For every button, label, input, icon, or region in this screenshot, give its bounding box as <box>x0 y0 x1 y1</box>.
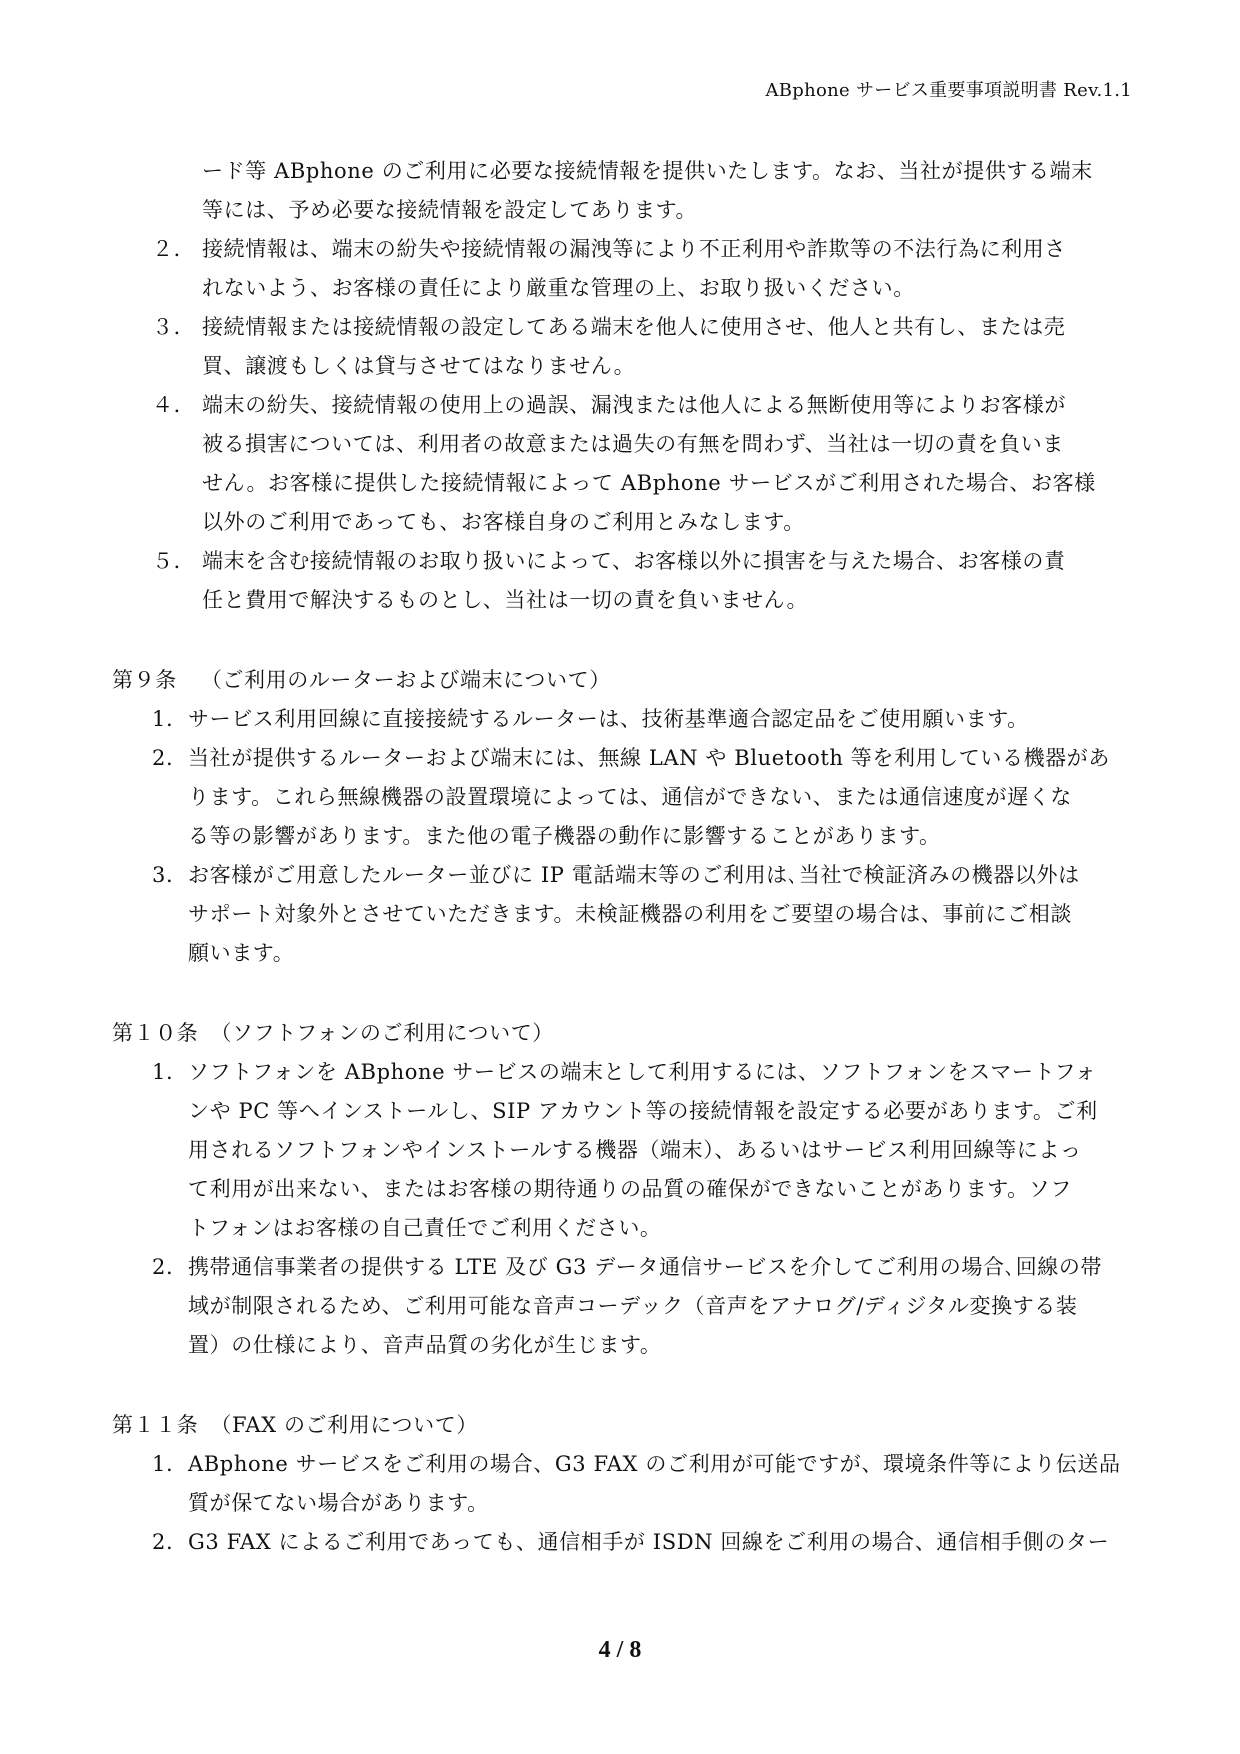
item-line: G3 FAX によるご利用であっても、通信相手が ISDN 回線をご利用の場合、通信相手側のター <box>188 1530 1110 1554</box>
item-line: ソフトフォンを ABphone サービスの端末として利用するには、ソフトフォンをスマートフォ <box>188 1060 1097 1084</box>
item-line: 被る損害については、利用者の故意または過失の有無を問わず、当社は一切の責を負いま <box>202 432 1064 456</box>
item-number: ３． <box>152 315 196 339</box>
list-item <box>112 542 1132 581</box>
item-line: ンや PC 等へインストールし、SIP アカウント等の接続情報を設定する必要があります。ご利 <box>188 1099 1098 1123</box>
item-number: 2. <box>152 746 174 770</box>
article-heading <box>112 1014 1132 1053</box>
item-line: お客様がご用意したルーター並びに IP 電話端末等のご利用は､当社で検証済みの機器以外は <box>188 863 1080 887</box>
item-line: 任と費用で解決するものとし、当社は一切の責を負いません。 <box>202 588 809 612</box>
item-number: ２． <box>152 237 196 261</box>
item-line: 携帯通信事業者の提供する LTE 及び G3 データ通信サービスを介してご利用の場合､回線の帯 <box>188 1255 1103 1279</box>
article-title: （ソフトフォンのご利用について） <box>210 1021 554 1045</box>
item-line: 用されるソフトフォンやインストールする機器（端末）、あるいはサービス利用回線等によっ <box>188 1138 1082 1162</box>
article-label: 第１０条 <box>112 1021 199 1045</box>
item-line: 当社が提供するルーターおよび端末には、無線 LAN や Bluetooth 等を利用している機器があ <box>188 746 1110 770</box>
item-number: ５． <box>152 549 196 573</box>
item-line: 端末を含む接続情報のお取り扱いによって、お客様以外に損害を与えた場合、お客様の責 <box>202 549 1066 573</box>
continuation-line: 等には、予め必要な接続情報を設定してあります。 <box>202 198 698 222</box>
article-title: （FAX のご利用について） <box>210 1413 478 1437</box>
item-line: サービス利用回線に直接接続するルーターは、技術基準適合認定品をご使用願います。 <box>188 707 1029 731</box>
document-body <box>112 152 1132 1562</box>
page-number: 4 / 8 <box>598 1637 642 1663</box>
item-line: 端末の紛失、接続情報の使用上の過誤、漏洩または他人による無断使用等によりお客様が <box>202 393 1066 417</box>
list-item <box>112 856 1132 895</box>
article-heading <box>112 661 1132 700</box>
item-line: トフォンはお客様の自己責任でご利用ください。 <box>188 1216 662 1240</box>
list-item <box>112 1445 1132 1484</box>
continuation-line: ード等 ABphone のご利用に必要な接続情報を提供いたします。なお、当社が提供する端末 <box>202 159 1093 183</box>
item-line: サポート対象外とさせていただきます。未検証機器の利用をご要望の場合は、事前にご相談 <box>188 902 1072 926</box>
item-line: る等の影響があります。また他の電子機器の動作に影響することがあります。 <box>188 824 941 848</box>
item-line: れないよう、お客様の責任により厳重な管理の上、お取り扱いください。 <box>202 276 915 300</box>
list-item <box>112 700 1132 739</box>
item-line: ります。これら無線機器の設置環境によっては、通信ができない、または通信速度が遅くな <box>188 785 1072 809</box>
list-item <box>112 1053 1132 1092</box>
list-item <box>112 386 1132 425</box>
list-item <box>112 1523 1132 1562</box>
item-number: 3. <box>152 863 174 887</box>
item-line: 置）の仕様により、音声品質の劣化が生じます。 <box>188 1333 662 1357</box>
item-line: 接続情報は、端末の紛失や接続情報の漏洩等により不正利用や詐欺等の不法行為に利用さ <box>202 237 1066 261</box>
list-item <box>112 308 1132 347</box>
item-line: 接続情報または接続情報の設定してある端末を他人に使用させ、他人と共有し、または売 <box>202 315 1066 339</box>
item-line: 質が保てない場合があります。 <box>188 1491 489 1515</box>
item-line: せん。お客様に提供した接続情報によって ABphone サービスがご利用された場合、お客様 <box>202 471 1096 495</box>
list-item <box>112 230 1132 269</box>
item-line: 願います。 <box>188 941 295 965</box>
item-line: 以外のご利用であっても、お客様自身のご利用とみなします。 <box>202 510 805 534</box>
article-label: 第１１条 <box>112 1413 199 1437</box>
document-header: ABphone サービス重要事項説明書 Rev.1.1 <box>765 80 1132 101</box>
item-line: て利用が出来ない、またはお客様の期待通りの品質の確保ができないことがあります。ソフ <box>188 1177 1072 1201</box>
article-label: 第９条 <box>112 668 177 692</box>
item-line: 買、譲渡もしくは貸与させてはなりません。 <box>202 354 636 378</box>
item-number: 1. <box>152 1060 174 1084</box>
item-number: 1. <box>152 707 174 731</box>
list-item <box>112 739 1132 778</box>
item-number: ４． <box>152 393 196 417</box>
article-heading <box>112 1406 1132 1445</box>
item-number: 1. <box>152 1452 174 1476</box>
item-number: 2. <box>152 1255 174 1279</box>
list-item <box>112 1248 1132 1287</box>
item-line: ABphone サービスをご利用の場合、G3 FAX のご利用が可能ですが、環境条件等により伝送品 <box>188 1452 1121 1476</box>
article-title: （ご利用のルーターおよび端末について） <box>200 668 611 692</box>
item-line: 域が制限されるため、ご利用可能な音声コーデック（音声をアナログ/ディジタル変換する装 <box>188 1294 1078 1318</box>
item-number: 2. <box>152 1530 174 1554</box>
